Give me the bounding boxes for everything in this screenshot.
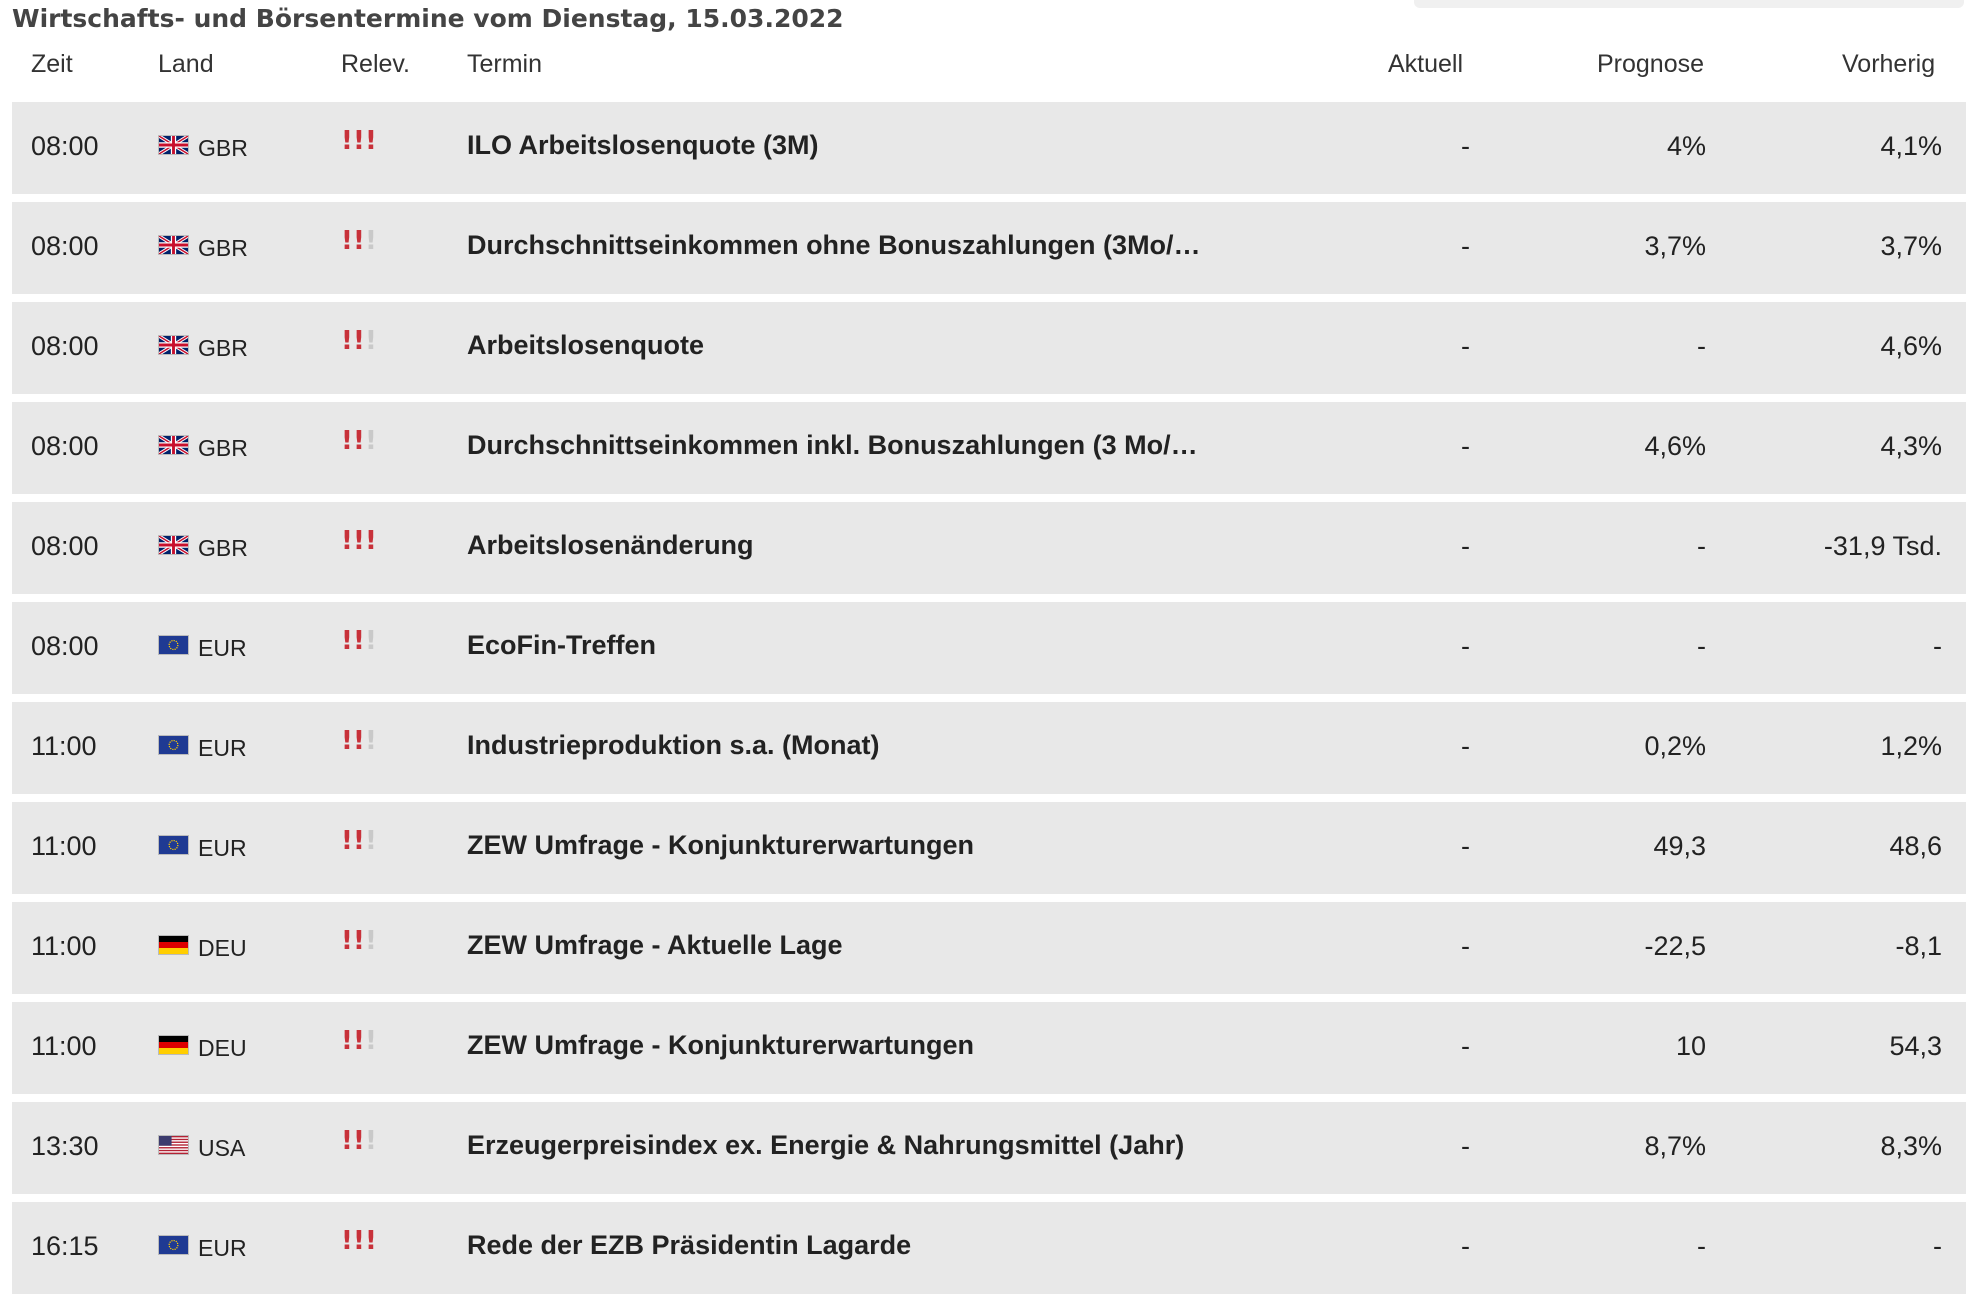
previous-value: 48,6 (1889, 831, 1942, 861)
table-header (12, 46, 1966, 96)
actual-value: - (1461, 1231, 1470, 1261)
header-time[interactable]: Zeit (31, 50, 73, 78)
table-row[interactable] (12, 1102, 1966, 1194)
event-time: 08:00 (31, 431, 99, 461)
previous-value: 1,2% (1880, 731, 1942, 761)
relevance-indicator (341, 828, 375, 854)
table-row[interactable] (12, 902, 1966, 994)
country-code: DEU (198, 1035, 247, 1061)
country-code: EUR (198, 735, 247, 761)
eu-flag-icon (158, 835, 189, 855)
relevance-mark-icon: ! (365, 1226, 377, 1256)
header-previous[interactable]: Vorherig (1842, 50, 1936, 78)
event-time: 16:15 (31, 1231, 99, 1261)
event-title-link[interactable]: Arbeitslosenquote (467, 330, 705, 360)
forecast-value: 49,3 (1653, 831, 1706, 861)
forecast-value: - (1697, 531, 1706, 561)
event-title-link[interactable]: ZEW Umfrage - Aktuelle Lage (467, 930, 843, 960)
previous-value: -8,1 (1895, 931, 1942, 961)
page-title: Wirtschafts- und Börsentermine vom Dienstag, 15.03.2022 (12, 4, 844, 33)
relevance-mark-icon: ! (341, 826, 353, 856)
event-time: 11:00 (31, 731, 97, 761)
uk-flag-icon (158, 535, 189, 555)
relevance-mark-icon: ! (353, 426, 365, 456)
relevance-mark-icon: ! (365, 626, 377, 656)
relevance-mark-icon: ! (353, 1026, 365, 1056)
table-row[interactable] (12, 202, 1966, 294)
previous-value: - (1933, 1231, 1942, 1261)
relevance-mark-icon: ! (341, 1226, 353, 1256)
event-time: 08:00 (31, 531, 99, 561)
event-title-link[interactable]: EcoFin-Treffen (467, 630, 657, 660)
event-time: 08:00 (31, 631, 99, 661)
actual-value: - (1461, 431, 1470, 461)
event-time: 08:00 (31, 231, 99, 261)
eu-flag-icon (158, 635, 189, 655)
relevance-mark-icon: ! (353, 226, 365, 256)
event-title-link[interactable]: Erzeugerpreisindex ex. Energie & Nahrungsmittel (Jahr) (467, 1130, 1185, 1160)
relevance-mark-icon: ! (341, 326, 353, 356)
relevance-mark-icon: ! (341, 526, 353, 556)
relevance-mark-icon: ! (341, 126, 353, 156)
relevance-mark-icon: ! (365, 726, 377, 756)
relevance-mark-icon: ! (353, 326, 365, 356)
actual-value: - (1461, 231, 1470, 261)
forecast-value: 4,6% (1644, 431, 1706, 461)
table-row[interactable] (12, 402, 1966, 494)
relevance-mark-icon: ! (353, 1226, 365, 1256)
event-time: 08:00 (31, 131, 99, 161)
forecast-value: 8,7% (1644, 1131, 1706, 1161)
previous-value: 54,3 (1889, 1031, 1942, 1061)
relevance-indicator (341, 1028, 375, 1054)
event-title-link[interactable]: Arbeitslosenänderung (467, 530, 754, 560)
relevance-mark-icon: ! (353, 826, 365, 856)
table-row[interactable] (12, 1002, 1966, 1094)
relevance-mark-icon: ! (341, 626, 353, 656)
eu-flag-icon (158, 735, 189, 755)
country-code: EUR (198, 835, 247, 861)
uk-flag-icon (158, 335, 189, 355)
previous-value: 3,7% (1880, 231, 1942, 261)
relevance-indicator (341, 428, 375, 454)
actual-value: - (1461, 631, 1470, 661)
header-country[interactable]: Land (158, 50, 214, 78)
relevance-mark-icon: ! (353, 726, 365, 756)
actual-value: - (1461, 531, 1470, 561)
country-code: GBR (198, 335, 248, 361)
country-code: USA (198, 1135, 246, 1161)
header-relevance[interactable]: Relev. (341, 50, 411, 78)
country-code: GBR (198, 235, 248, 261)
table-row[interactable] (12, 1202, 1966, 1294)
relevance-indicator (341, 128, 375, 154)
uk-flag-icon (158, 435, 189, 455)
forecast-value: - (1697, 331, 1706, 361)
table-row[interactable] (12, 802, 1966, 894)
country-code: EUR (198, 1235, 247, 1261)
table-row[interactable] (12, 602, 1966, 694)
actual-value: - (1461, 831, 1470, 861)
forecast-value: -22,5 (1644, 931, 1706, 961)
relevance-mark-icon: ! (341, 426, 353, 456)
event-title-link[interactable]: ILO Arbeitslosenquote (3M) (467, 130, 819, 160)
actual-value: - (1461, 1031, 1470, 1061)
relevance-mark-icon: ! (353, 126, 365, 156)
relevance-indicator (341, 728, 375, 754)
forecast-value: 4% (1666, 131, 1706, 161)
event-title-link[interactable]: Rede der EZB Präsidentin Lagarde (467, 1230, 912, 1260)
event-time: 13:30 (31, 1131, 99, 1161)
event-title-link[interactable]: Industrieproduktion s.a. (Monat) (467, 730, 880, 760)
actual-value: - (1461, 931, 1470, 961)
relevance-mark-icon: ! (341, 1126, 353, 1156)
country-code: DEU (198, 935, 247, 961)
event-title-link[interactable]: ZEW Umfrage - Konjunkturerwartungen (467, 830, 975, 860)
germany-flag-icon (158, 935, 189, 955)
relevance-indicator (341, 528, 375, 554)
forecast-value: - (1697, 631, 1706, 661)
event-time: 11:00 (31, 931, 97, 961)
previous-value: 4,1% (1880, 131, 1942, 161)
relevance-mark-icon: ! (353, 926, 365, 956)
forecast-value: 10 (1675, 1031, 1706, 1061)
previous-value: 4,6% (1880, 331, 1942, 361)
relevance-mark-icon: ! (353, 626, 365, 656)
relevance-indicator (341, 228, 375, 254)
event-table (12, 102, 1966, 1302)
country-code: GBR (198, 135, 248, 161)
previous-value: -31,9 Tsd. (1823, 531, 1942, 561)
previous-value: - (1933, 631, 1942, 661)
country-code: EUR (198, 635, 247, 661)
relevance-mark-icon: ! (341, 226, 353, 256)
actual-value: - (1461, 131, 1470, 161)
table-row[interactable] (12, 102, 1966, 194)
relevance-mark-icon: ! (365, 526, 377, 556)
relevance-mark-icon: ! (365, 426, 377, 456)
table-row[interactable] (12, 502, 1966, 594)
relevance-indicator (341, 928, 375, 954)
relevance-mark-icon: ! (365, 926, 377, 956)
actual-value: - (1461, 731, 1470, 761)
event-title-link[interactable]: ZEW Umfrage - Konjunkturerwartungen (467, 1030, 975, 1060)
event-time: 08:00 (31, 331, 99, 361)
relevance-mark-icon: ! (365, 126, 377, 156)
relevance-indicator (341, 1228, 375, 1254)
event-title-link[interactable]: Durchschnittseinkommen inkl. Bonuszahlungen (3 Mo/… (467, 430, 1198, 460)
usa-flag-icon (158, 1135, 189, 1155)
header-term[interactable]: Termin (467, 50, 543, 78)
header-forecast[interactable]: Prognose (1597, 50, 1705, 78)
country-code: GBR (198, 435, 248, 461)
table-row[interactable] (12, 702, 1966, 794)
relevance-mark-icon: ! (341, 1026, 353, 1056)
relevance-mark-icon: ! (365, 226, 377, 256)
relevance-mark-icon: ! (365, 826, 377, 856)
relevance-mark-icon: ! (353, 1126, 365, 1156)
relevance-indicator (341, 1128, 375, 1154)
event-title-link[interactable]: Durchschnittseinkommen ohne Bonuszahlungen (3Mo/… (467, 230, 1201, 260)
forecast-value: - (1697, 1231, 1706, 1261)
relevance-mark-icon: ! (365, 1126, 377, 1156)
previous-value: 4,3% (1880, 431, 1942, 461)
relevance-mark-icon: ! (365, 1026, 377, 1056)
uk-flag-icon (158, 235, 189, 255)
forecast-value: 0,2% (1644, 731, 1706, 761)
relevance-mark-icon: ! (341, 726, 353, 756)
relevance-mark-icon: ! (365, 326, 377, 356)
event-time: 11:00 (31, 831, 97, 861)
forecast-value: 3,7% (1644, 231, 1706, 261)
actual-value: - (1461, 1131, 1470, 1161)
relevance-indicator (341, 328, 375, 354)
top-right-panel (1414, 0, 1964, 8)
relevance-mark-icon: ! (341, 926, 353, 956)
relevance-indicator (341, 628, 375, 654)
table-row[interactable] (12, 302, 1966, 394)
eu-flag-icon (158, 1235, 189, 1255)
actual-value: - (1461, 331, 1470, 361)
country-code: GBR (198, 535, 248, 561)
event-time: 11:00 (31, 1031, 97, 1061)
previous-value: 8,3% (1880, 1131, 1942, 1161)
relevance-mark-icon: ! (353, 526, 365, 556)
uk-flag-icon (158, 135, 189, 155)
header-actual[interactable]: Aktuell (1388, 50, 1464, 78)
germany-flag-icon (158, 1035, 189, 1055)
